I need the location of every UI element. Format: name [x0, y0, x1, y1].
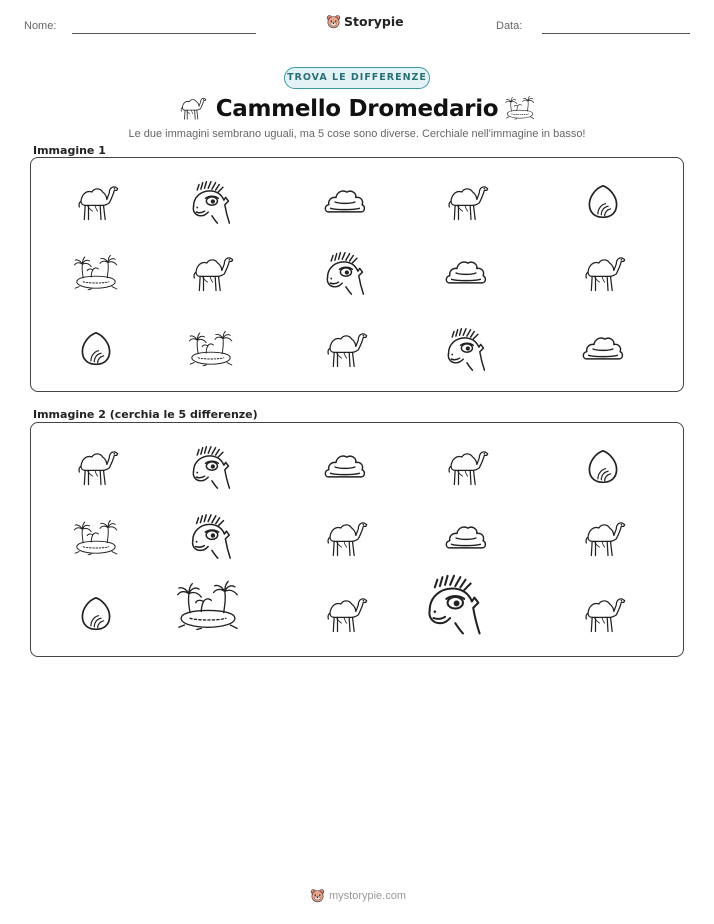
sand-dune-icon [322, 449, 368, 485]
camel-picture[interactable] [578, 592, 628, 636]
camel-icon [320, 516, 370, 560]
camel-icon [176, 94, 208, 122]
camel-head-picture [188, 179, 234, 225]
name-label: Nome: [24, 20, 57, 32]
camel-picture[interactable] [71, 445, 121, 489]
oasis-icon [72, 518, 120, 558]
camel-icon [441, 445, 491, 489]
camel-picture [186, 251, 236, 295]
bear-face-icon [310, 888, 325, 903]
image1-label: Immagine 1 [33, 144, 106, 157]
camel-icon [320, 592, 370, 636]
camel-picture [578, 251, 628, 295]
name-line[interactable] [72, 33, 256, 34]
oasis-picture [72, 253, 120, 293]
sand-dune-picture [322, 184, 368, 220]
camel-picture[interactable] [320, 592, 370, 636]
instructions: Le due immagini sembrano uguali, ma 5 cose sono diverse. Cerchiale nell'immagine in basso! [128, 128, 586, 140]
page-title: Cammello Dromedario [215, 96, 499, 122]
hump-shell-icon [79, 595, 113, 633]
camel-picture[interactable] [320, 516, 370, 560]
date-label: Data: [496, 20, 523, 32]
camel-picture[interactable] [578, 516, 628, 560]
camel-head-picture[interactable] [188, 444, 234, 490]
oasis-picture[interactable] [72, 518, 120, 558]
footer [310, 888, 406, 903]
camel-picture [441, 180, 491, 224]
camel-head-icon [443, 326, 489, 372]
date-line[interactable] [542, 33, 690, 34]
title-row [0, 92, 714, 126]
hump-shell-picture[interactable] [586, 448, 620, 486]
hump-shell-picture[interactable] [79, 595, 113, 633]
image2-panel[interactable] [30, 422, 684, 657]
hump-shell-icon [586, 183, 620, 221]
brand-logo [326, 14, 404, 29]
camel-head-icon [422, 572, 486, 636]
hump-shell-picture [79, 330, 113, 368]
sand-dune-icon [580, 331, 626, 367]
brand-name: Storypie [344, 14, 404, 29]
image2-label: Immagine 2 (cerchia le 5 differenze) [33, 408, 258, 421]
sand-dune-picture [443, 255, 489, 291]
camel-head-icon [187, 512, 235, 560]
footer-url[interactable]: mystorypie.com [329, 889, 407, 902]
camel-icon [578, 592, 628, 636]
camel-picture [320, 327, 370, 371]
sand-dune-icon [443, 520, 489, 556]
sand-dune-picture[interactable] [322, 449, 368, 485]
sand-dune-icon [322, 184, 368, 220]
camel-head-icon [188, 179, 234, 225]
sand-dune-icon [443, 255, 489, 291]
sand-dune-picture [580, 331, 626, 367]
camel-icon [578, 251, 628, 295]
oasis-icon [72, 253, 120, 293]
camel-head-icon [188, 444, 234, 490]
camel-head-picture[interactable] [422, 572, 486, 636]
hump-shell-picture [586, 183, 620, 221]
camel-head-picture[interactable] [187, 512, 235, 560]
camel-picture [71, 180, 121, 224]
sand-dune-picture[interactable] [443, 520, 489, 556]
camel-icon [71, 180, 121, 224]
camel-head-icon [322, 250, 368, 296]
camel-head-picture [443, 326, 489, 372]
camel-head-picture [322, 250, 368, 296]
camel-icon [578, 516, 628, 560]
camel-picture[interactable] [441, 445, 491, 489]
oasis-icon [504, 94, 536, 122]
camel-icon [320, 327, 370, 371]
camel-icon [186, 251, 236, 295]
activity-badge: TROVA LE DIFFERENZE [284, 67, 430, 89]
oasis-icon [187, 329, 235, 369]
hump-shell-icon [79, 330, 113, 368]
bear-face-icon [326, 14, 341, 29]
image1-panel [30, 157, 684, 392]
camel-icon [441, 180, 491, 224]
oasis-icon [173, 578, 243, 634]
oasis-picture[interactable] [173, 578, 243, 634]
hump-shell-icon [586, 448, 620, 486]
oasis-picture [187, 329, 235, 369]
camel-icon [71, 445, 121, 489]
